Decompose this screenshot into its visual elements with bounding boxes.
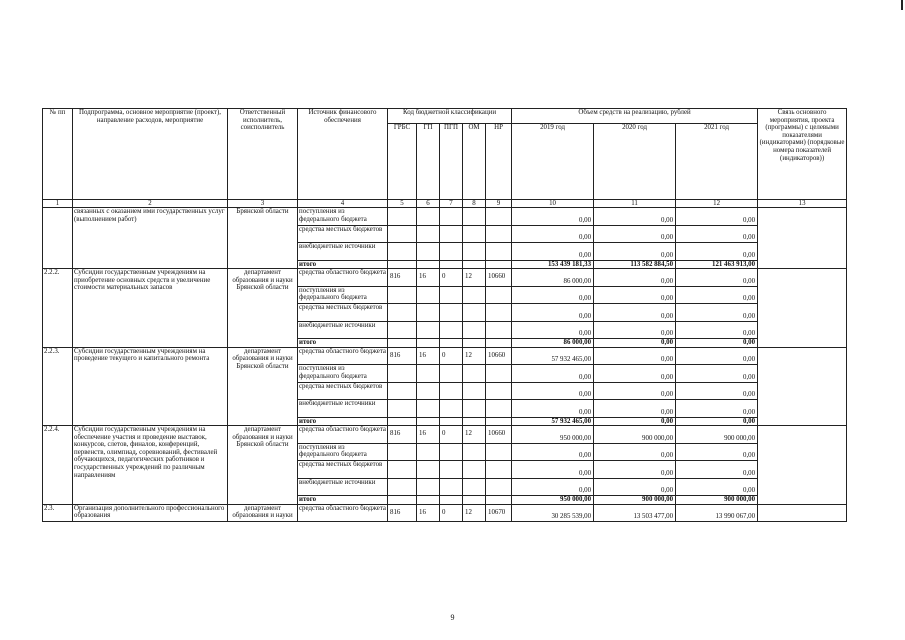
row-description: Субсидии государственным учреждениям на приобретение основных средств и увеличение стоимости материальных запасов — [73, 269, 228, 348]
column-number: 10 — [512, 200, 594, 208]
total-2021: 0,00 — [676, 339, 758, 348]
amount-2021: 0,00 — [676, 208, 758, 226]
source-label: итого — [298, 260, 388, 269]
column-number: 12 — [676, 200, 758, 208]
amount-2020: 0,00 — [594, 286, 676, 304]
amount-2020: 0,00 — [594, 347, 676, 365]
total-2020: 900 000,00 — [594, 496, 676, 505]
header-pgp: ПГП — [440, 124, 463, 200]
row-responsible: Брянской области — [228, 208, 298, 269]
code-grbs: 816 — [388, 504, 417, 522]
source-label: внебюджетные источники — [298, 321, 388, 339]
amount-2020: 0,00 — [594, 225, 676, 243]
table-row — [43, 426, 847, 444]
header-nr: НР — [486, 124, 512, 200]
amount-2021: 0,00 — [676, 225, 758, 243]
amount-2021: 900 000,00 — [676, 426, 758, 444]
column-number: 11 — [594, 200, 676, 208]
amount-2020: 0,00 — [594, 461, 676, 479]
total-2019: 950 000,00 — [512, 496, 594, 505]
code-grbs: 816 — [388, 426, 417, 444]
amount-2020: 0,00 — [594, 269, 676, 287]
amount-2019: 0,00 — [512, 286, 594, 304]
source-label: средства областного бюджета — [298, 504, 388, 522]
column-number-row — [43, 200, 847, 208]
amount-2020: 900 000,00 — [594, 426, 676, 444]
row-number: 2.3. — [43, 504, 73, 522]
code-grbs: 816 — [388, 269, 417, 287]
budget-table — [42, 108, 847, 522]
amount-2019: 0,00 — [512, 478, 594, 496]
column-number: 5 — [388, 200, 417, 208]
row-number — [43, 208, 73, 269]
row-number: 2.2.4. — [43, 426, 73, 505]
column-number: 7 — [440, 200, 463, 208]
amount-2019: 57 932 465,00 — [512, 347, 594, 365]
source-label: средства местных бюджетов — [298, 304, 388, 322]
column-number: 3 — [228, 200, 298, 208]
table-row — [43, 269, 847, 287]
code-nr: 10670 — [486, 504, 512, 522]
amount-2019: 0,00 — [512, 382, 594, 400]
amount-2020: 0,00 — [594, 365, 676, 383]
amount-2021: 0,00 — [676, 382, 758, 400]
column-number: 8 — [463, 200, 486, 208]
amount-2021: 0,00 — [676, 286, 758, 304]
total-2021: 0,00 — [676, 417, 758, 426]
source-label: поступления из федерального бюджета — [298, 286, 388, 304]
amount-2021: 0,00 — [676, 304, 758, 322]
amount-2021: 0,00 — [676, 321, 758, 339]
amount-2021: 0,00 — [676, 347, 758, 365]
row-description: связанных с оказанием ими государственных услуг (выполнением работ) — [73, 208, 228, 269]
column-number: 1 — [43, 200, 73, 208]
amount-2021: 0,00 — [676, 243, 758, 261]
header-2020: 2020 год — [594, 124, 676, 200]
amount-2019: 30 285 539,00 — [512, 504, 594, 522]
source-label: внебюджетные источники — [298, 243, 388, 261]
row-description: Субсидии государственным учреждениям на обеспечение участия и проведение выставок, конкурсов, слетов, финалов, конференций, первенств, олимпиад, соревнований, фестивалей обучающихся, педагогических работников и государственных учреждений по различным направлениям — [73, 426, 228, 505]
source-label: поступления из федерального бюджета — [298, 208, 388, 226]
total-2019: 57 932 465,00 — [512, 417, 594, 426]
amount-2020: 13 503 477,00 — [594, 504, 676, 522]
total-2019: 153 439 181,33 — [512, 260, 594, 269]
total-2020: 0,00 — [594, 339, 676, 348]
header-row-top — [43, 109, 847, 124]
code-nr: 10660 — [486, 269, 512, 287]
source-label: средства местных бюджетов — [298, 461, 388, 479]
amount-2021: 0,00 — [676, 461, 758, 479]
header-gp: ГП — [417, 124, 440, 200]
source-label: средства областного бюджета — [298, 269, 388, 287]
code-gp: 16 — [417, 426, 440, 444]
source-label: средства местных бюджетов — [298, 382, 388, 400]
row-description: Субсидии государственным учреждениям на проведение текущего и капитального ремонта — [73, 347, 228, 426]
table-row — [43, 504, 847, 522]
header-program: Подпрограмма, основное мероприятие (проект), направление расходов, мероприятие — [73, 109, 228, 200]
code-pgp: 0 — [440, 347, 463, 365]
code-pgp: 0 — [440, 504, 463, 522]
column-number: 9 — [486, 200, 512, 208]
row-responsible: департамент образования и науки — [228, 504, 298, 522]
amount-2021: 0,00 — [676, 400, 758, 418]
row-responsible: департамент образования и науки Брянской области — [228, 347, 298, 426]
amount-2021: 0,00 — [676, 443, 758, 461]
amount-2019: 0,00 — [512, 304, 594, 322]
source-label: средства областного бюджета — [298, 426, 388, 444]
amount-2021: 13 990 067,00 — [676, 504, 758, 522]
source-label: внебюджетные источники — [298, 478, 388, 496]
amount-2020: 0,00 — [594, 400, 676, 418]
code-gp: 16 — [417, 347, 440, 365]
column-number: 4 — [298, 200, 388, 208]
source-label: итого — [298, 496, 388, 505]
header-2019: 2019 год — [512, 124, 594, 200]
header-source: Источник финансового обеспечения — [298, 109, 388, 200]
amount-2019: 0,00 — [512, 365, 594, 383]
header-code-group: Код бюджетной классификации — [388, 109, 512, 124]
source-label: внебюджетные источники — [298, 400, 388, 418]
total-2019: 86 000,00 — [512, 339, 594, 348]
source-label: итого — [298, 417, 388, 426]
source-label: средства местных бюджетов — [298, 225, 388, 243]
column-number: 6 — [417, 200, 440, 208]
amount-2019: 0,00 — [512, 400, 594, 418]
total-2021: 121 463 913,00 — [676, 260, 758, 269]
code-grbs: 816 — [388, 347, 417, 365]
amount-2020: 0,00 — [594, 443, 676, 461]
scan-edge-mark — [901, 0, 903, 10]
header-2021: 2021 год — [676, 124, 758, 200]
source-label: средства областного бюджета — [298, 347, 388, 365]
amount-2019: 950 000,00 — [512, 426, 594, 444]
amount-2019: 86 000,00 — [512, 269, 594, 287]
amount-2020: 0,00 — [594, 321, 676, 339]
header-om: ОМ — [463, 124, 486, 200]
amount-2021: 0,00 — [676, 269, 758, 287]
row-number: 2.2.3. — [43, 347, 73, 426]
header-responsible: Ответственный исполнитель, соисполнитель — [228, 109, 298, 200]
source-label: поступления из федерального бюджета — [298, 365, 388, 383]
code-nr: 10660 — [486, 426, 512, 444]
header-link: Связь основного мероприятия, проекта (программы) с целевыми показателями (индикаторами) (порядковые номера показателей (индикаторов)) — [758, 109, 847, 200]
amount-2021: 0,00 — [676, 478, 758, 496]
page-number: 9 — [450, 613, 455, 622]
row-responsible: департамент образования и науки Брянской области — [228, 426, 298, 505]
row-number: 2.2.2. — [43, 269, 73, 348]
code-pgp: 0 — [440, 426, 463, 444]
source-label: поступления из федерального бюджета — [298, 443, 388, 461]
code-nr: 10660 — [486, 347, 512, 365]
column-number: 13 — [758, 200, 847, 208]
code-gp: 16 — [417, 269, 440, 287]
table-row — [43, 347, 847, 365]
amount-2021: 0,00 — [676, 365, 758, 383]
column-number: 2 — [73, 200, 228, 208]
amount-2019: 0,00 — [512, 461, 594, 479]
amount-2019: 0,00 — [512, 243, 594, 261]
amount-2020: 0,00 — [594, 478, 676, 496]
header-num: № пп — [43, 109, 73, 200]
header-grbs: ГРБС — [388, 124, 417, 200]
amount-2019: 0,00 — [512, 321, 594, 339]
amount-2020: 0,00 — [594, 304, 676, 322]
amount-2020: 0,00 — [594, 243, 676, 261]
header-volume-group: Объем средств на реализацию, рублей — [512, 109, 758, 124]
amount-2019: 0,00 — [512, 225, 594, 243]
amount-2020: 0,00 — [594, 382, 676, 400]
amount-2020: 0,00 — [594, 208, 676, 226]
total-2020: 0,00 — [594, 417, 676, 426]
code-om: 12 — [463, 347, 486, 365]
row-responsible: департамент образования и науки Брянской области — [228, 269, 298, 348]
table-row — [43, 208, 847, 226]
code-om: 12 — [463, 504, 486, 522]
code-pgp: 0 — [440, 269, 463, 287]
amount-2019: 0,00 — [512, 208, 594, 226]
amount-2019: 0,00 — [512, 443, 594, 461]
code-om: 12 — [463, 426, 486, 444]
total-2020: 113 582 884,50 — [594, 260, 676, 269]
code-gp: 16 — [417, 504, 440, 522]
source-label: итого — [298, 339, 388, 348]
total-2021: 900 000,00 — [676, 496, 758, 505]
row-description: Организация дополнительного профессионального образования — [73, 504, 228, 522]
code-om: 12 — [463, 269, 486, 287]
